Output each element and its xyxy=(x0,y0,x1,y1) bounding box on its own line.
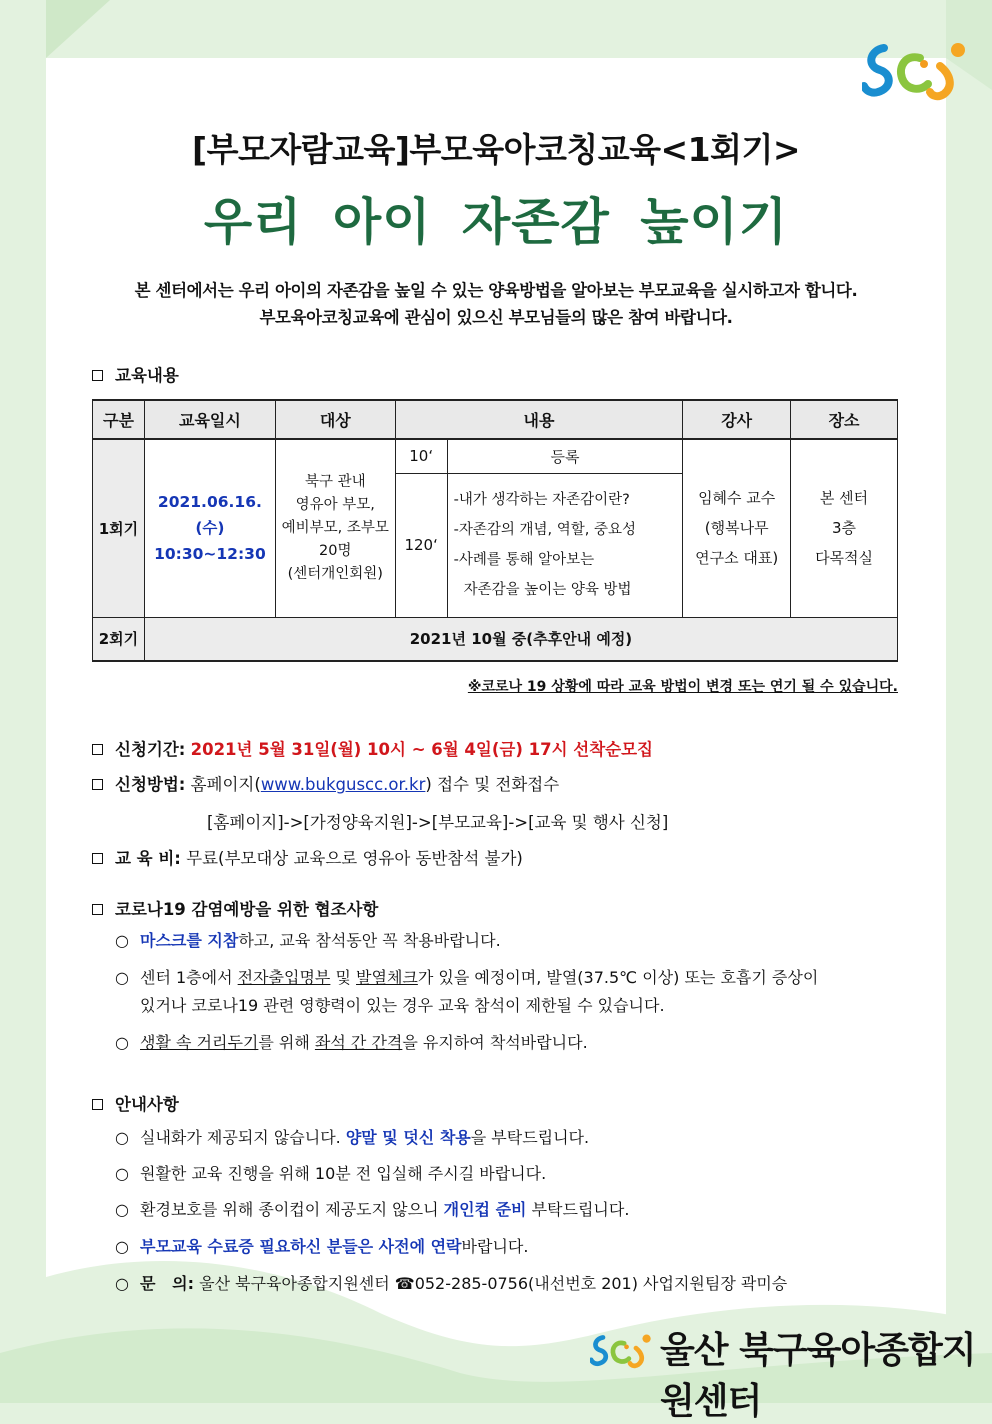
session-cell: 2회기 xyxy=(93,617,145,661)
notice-item-4 xyxy=(115,1236,528,1258)
notice-item-1 xyxy=(115,1127,589,1149)
instructor-line: 임혜수 교수 xyxy=(698,489,776,508)
education-table xyxy=(92,399,898,662)
circle-bullet-icon: ○ xyxy=(115,1274,129,1293)
instructor-cell xyxy=(683,439,791,617)
target-line: 북구 관내 xyxy=(304,473,366,490)
center-logo-small-icon xyxy=(590,1322,656,1380)
instructor-line: (행복나무 xyxy=(704,519,769,538)
content-cell: 등록 xyxy=(447,439,683,473)
item-text: 및 xyxy=(330,968,357,987)
item-highlight: 개인컵 준비 xyxy=(443,1200,527,1219)
checkbox-square-icon xyxy=(92,779,103,790)
circle-bullet-icon: ○ xyxy=(115,1164,129,1183)
circle-bullet-icon: ○ xyxy=(115,1033,129,1052)
covid-item-3 xyxy=(115,1032,588,1054)
period-label: 신청기간: xyxy=(115,740,186,759)
homepage-link[interactable]: www.bukguscc.or.kr xyxy=(260,775,426,794)
covid-section-heading xyxy=(92,896,378,920)
fee-value: 무료(부모대상 교육으로 영유아 동반참석 불가) xyxy=(186,849,523,868)
item-text-underlined: 전자출입명부 xyxy=(237,968,331,987)
table-row xyxy=(93,617,898,661)
header-session: 구분 xyxy=(93,400,145,439)
item-text: 바랍니다. xyxy=(461,1237,529,1256)
date-text: 2021.06.16.(수) xyxy=(157,493,262,538)
place-cell xyxy=(791,439,898,617)
table-header-row xyxy=(93,400,898,439)
education-section-heading xyxy=(92,362,179,386)
checkbox-square-icon xyxy=(92,1099,103,1110)
place-line: 3층 xyxy=(832,519,857,538)
item-highlight: 부모교육 수료증 필요하신 분들은 사전에 연락 xyxy=(140,1237,462,1256)
intro-text xyxy=(0,277,992,331)
duration-cell: 120‘ xyxy=(395,473,447,617)
item-text: 하고, 교육 참석동안 꼭 착용바랍니다. xyxy=(238,931,501,950)
notice-item-2 xyxy=(115,1163,546,1185)
checkbox-square-icon xyxy=(92,904,103,915)
target-line: 영유아 부모, xyxy=(295,496,375,513)
application-period xyxy=(92,739,653,761)
checkbox-square-icon xyxy=(92,370,103,381)
application-method xyxy=(92,774,559,796)
item-text: 환경보호를 위해 종이컵이 제공도지 않으니 xyxy=(140,1200,444,1219)
place-line: 다목적실 xyxy=(815,549,874,568)
method-label: 신청방법: xyxy=(115,775,186,794)
notice-item-5 xyxy=(115,1273,787,1295)
page-title-line1: [부모자람교육]부모육아코칭교육<1회기> xyxy=(192,130,800,169)
center-logo-icon xyxy=(862,36,974,106)
intro-line2: 부모육아코칭교육에 관심이 있으신 부모님들의 많은 참여 바랍니다. xyxy=(259,308,733,327)
covid-item-2 xyxy=(115,967,818,989)
content-line: -사례를 통해 알아보는 xyxy=(453,552,595,568)
header-target: 대상 xyxy=(275,400,395,439)
item-text-underlined: 발열체크 xyxy=(356,968,418,987)
content-line: -자존감의 개념, 역할, 중요성 xyxy=(453,522,636,538)
circle-bullet-icon: ○ xyxy=(115,1237,129,1256)
notice-section-heading xyxy=(92,1091,179,1115)
time-text: 10:30~12:30 xyxy=(154,545,266,564)
target-line: 예비부모, 조부모 xyxy=(281,519,389,536)
method-prefix: 홈페이지( xyxy=(190,775,261,794)
item-text: 실내화가 제공되지 않습니다. xyxy=(140,1128,346,1147)
footer-org-name: 울산 북구육아종합지원센터 xyxy=(660,1330,976,1422)
instructor-line: 연구소 대표) xyxy=(695,549,779,568)
target-line: (센터개인회원) xyxy=(287,565,383,582)
circle-bullet-icon: ○ xyxy=(115,1128,129,1147)
item-text: 을 유지하여 착석바랍니다. xyxy=(402,1033,588,1052)
item-highlight: 양말 및 덧신 착용 xyxy=(345,1128,471,1147)
inquiry-label: 문 의: xyxy=(140,1274,195,1293)
item-text: 가 있을 예정이며, 발열(37.5℃ 이상) 또는 호흡기 증상이 xyxy=(417,968,819,987)
covid-item-2-line2: 있거나 코로나19 관련 영향력이 있는 경우 교육 참석이 제한될 수 있습니다. xyxy=(140,996,665,1015)
method-suffix: ) 접수 및 전화접수 xyxy=(425,775,560,794)
covid-notice-note: ※코로나 19 상황에 따라 교육 방법이 변경 또는 연기 될 수 있습니다. xyxy=(467,679,898,695)
session2-info-cell: 2021년 10월 중(추후안내 예정) xyxy=(144,617,897,661)
education-fee xyxy=(92,848,523,870)
notice-item-3 xyxy=(115,1199,629,1221)
item-text: 원활한 교육 진행을 위해 10분 전 입실해 주시길 바랍니다. xyxy=(140,1164,547,1183)
target-line: 20명 xyxy=(319,542,352,559)
notice-heading-text: 안내사항 xyxy=(115,1095,179,1114)
application-path: [홈페이지]->[가정양육지원]->[부모교육]->[교육 및 행사 신청] xyxy=(207,813,669,832)
covid-item-1 xyxy=(115,930,501,952)
intro-line1: 본 센터에서는 우리 아이의 자존감을 높일 수 있는 양육방법을 알아보는 부모교육을 실시하고자 합니다. xyxy=(134,281,858,300)
item-text: 를 위해 xyxy=(258,1033,315,1052)
checkbox-square-icon xyxy=(92,853,103,864)
item-text: 센터 1층에서 xyxy=(140,968,238,987)
fee-label: 교 육 비: xyxy=(115,849,181,868)
header-date: 교육일시 xyxy=(144,400,275,439)
circle-bullet-icon: ○ xyxy=(115,1200,129,1219)
header-content: 내용 xyxy=(395,400,683,439)
target-cell xyxy=(275,439,395,617)
checkbox-square-icon xyxy=(92,744,103,755)
page-title-main: 우리 아이 자존감 높이기 xyxy=(203,193,789,251)
circle-bullet-icon: ○ xyxy=(115,968,129,987)
item-text-underlined: 생활 속 거리두기 xyxy=(140,1033,259,1052)
content-cell xyxy=(447,473,683,617)
education-heading-text: 교육내용 xyxy=(115,366,179,385)
covid-heading-text: 코로나19 감염예방을 위한 협조사항 xyxy=(115,900,379,919)
session-cell: 1회기 xyxy=(93,439,145,617)
item-text: 부탁드립니다. xyxy=(526,1200,630,1219)
period-value: 2021년 5월 31일(월) 10시 ~ 6월 4일(금) 17시 선착순모집 xyxy=(190,740,653,759)
table-row xyxy=(93,439,898,473)
item-text: 을 부탁드립니다. xyxy=(470,1128,590,1147)
circle-bullet-icon: ○ xyxy=(115,931,129,950)
mask-highlight: 마스크를 지참 xyxy=(140,931,239,950)
content-line: -내가 생각하는 자존감이란? xyxy=(453,492,630,508)
header-instructor: 강사 xyxy=(683,400,791,439)
content-line: 자존감을 높이는 양육 방법 xyxy=(463,582,632,598)
duration-cell: 10‘ xyxy=(395,439,447,473)
item-text-underlined: 좌석 간 간격 xyxy=(314,1033,403,1052)
date-cell xyxy=(144,439,275,617)
header-place: 장소 xyxy=(791,400,898,439)
inquiry-value: 울산 북구육아종합지원센터 ☎052-285-0756(내선번호 201) 사업지원팀장 곽미승 xyxy=(199,1274,788,1293)
place-line: 본 센터 xyxy=(819,489,869,508)
